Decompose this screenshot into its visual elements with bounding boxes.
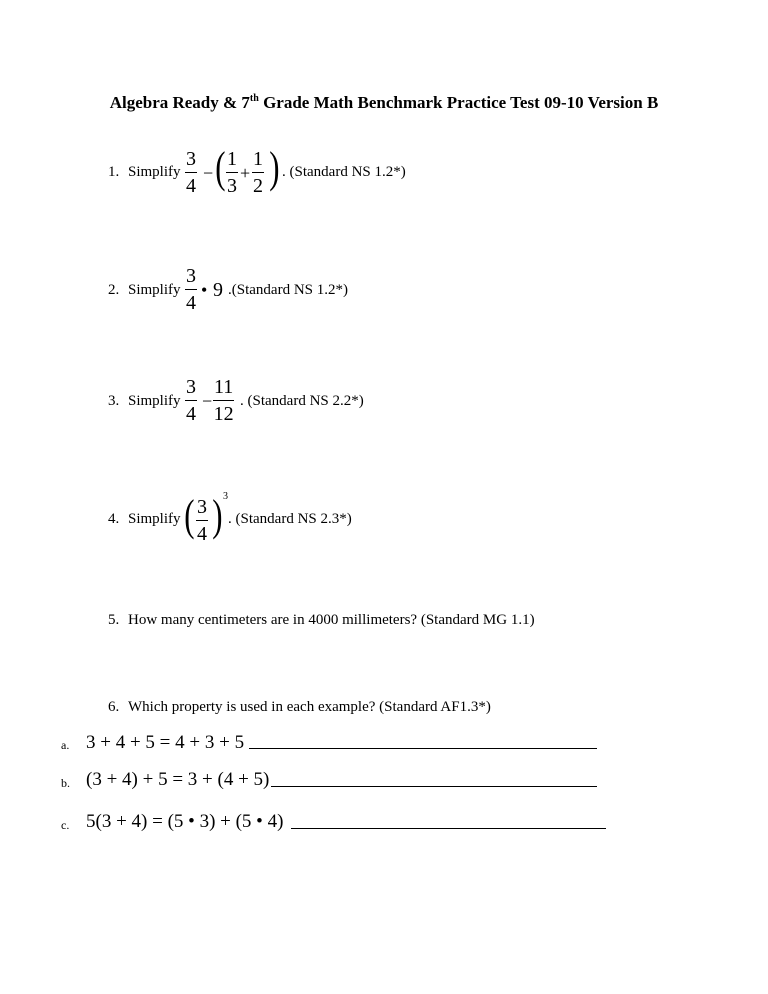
math-operator: + [240, 163, 251, 183]
sub-item-expression: 3 + 4 + 5 = 4 + 3 + 5 [86, 732, 245, 753]
question-standard: . (Standard NS 2.2*) [240, 393, 364, 409]
answer-blank[interactable] [249, 748, 597, 749]
math-operator: − [202, 391, 213, 411]
title-superscript: th [249, 93, 259, 104]
numerator: 11 [213, 377, 234, 401]
math-number: 9 [213, 279, 223, 301]
math-operator: − [203, 163, 214, 183]
question-number: 4. [108, 511, 120, 527]
left-paren: ( [184, 491, 195, 540]
math-operator: • [201, 280, 208, 300]
numerator: 3 [185, 149, 197, 173]
math-fraction [213, 377, 234, 424]
right-paren: ) [269, 143, 280, 192]
sub-item-label: b. [61, 776, 70, 790]
denominator: 4 [186, 403, 196, 425]
math-fraction [196, 497, 208, 544]
denominator: 4 [186, 292, 196, 314]
right-paren: ) [212, 491, 223, 540]
numerator: 1 [226, 149, 238, 173]
question-prompt: How many centimeters are in 4000 millimeters? (Standard MG 1.1) [128, 612, 535, 628]
question-number: 6. [108, 699, 120, 715]
math-fraction [185, 266, 197, 313]
math-fraction [226, 149, 238, 196]
denominator: 4 [197, 523, 207, 545]
denominator: 12 [213, 403, 234, 425]
answer-blank[interactable] [291, 828, 606, 829]
sub-item-expression: 5(3 + 4) = (5 • 3) + (5 • 4) [86, 811, 284, 832]
question-prompt: Simplify [128, 164, 181, 180]
numerator: 3 [196, 497, 208, 521]
answer-blank[interactable] [271, 786, 597, 787]
question-number: 5. [108, 612, 120, 628]
sub-item-label: a. [61, 738, 70, 752]
question-prompt: Simplify [128, 393, 181, 409]
left-paren: ( [215, 143, 226, 192]
question-number: 3. [108, 393, 120, 409]
page-title [0, 93, 768, 113]
denominator: 3 [227, 175, 237, 197]
question-prompt: Simplify [128, 282, 181, 298]
math-fraction [185, 377, 197, 424]
sub-item-expression: (3 + 4) + 5 = 3 + (4 + 5) [86, 769, 270, 790]
numerator: 3 [185, 377, 197, 401]
question-standard: . (Standard NS 1.2*) [282, 164, 406, 180]
math-fraction [252, 149, 264, 196]
numerator: 3 [185, 266, 197, 290]
math-exponent: 3 [223, 491, 228, 502]
question-prompt: Simplify [128, 511, 181, 527]
denominator: 4 [186, 175, 196, 197]
numerator: 1 [252, 149, 264, 173]
title-text-rest: Grade Math Benchmark Practice Test 09-10 Version B [258, 93, 659, 112]
question-prompt: Which property is used in each example? (Standard AF1.3*) [128, 699, 491, 715]
question-standard: . (Standard NS 2.3*) [228, 511, 352, 527]
question-number: 2. [108, 282, 120, 298]
question-standard: .(Standard NS 1.2*) [228, 282, 348, 298]
math-fraction [185, 149, 197, 196]
question-number: 1. [108, 164, 120, 180]
sub-item-label: c. [61, 818, 70, 832]
title-text: Algebra Ready & 7 [109, 93, 250, 112]
denominator: 2 [253, 175, 263, 197]
